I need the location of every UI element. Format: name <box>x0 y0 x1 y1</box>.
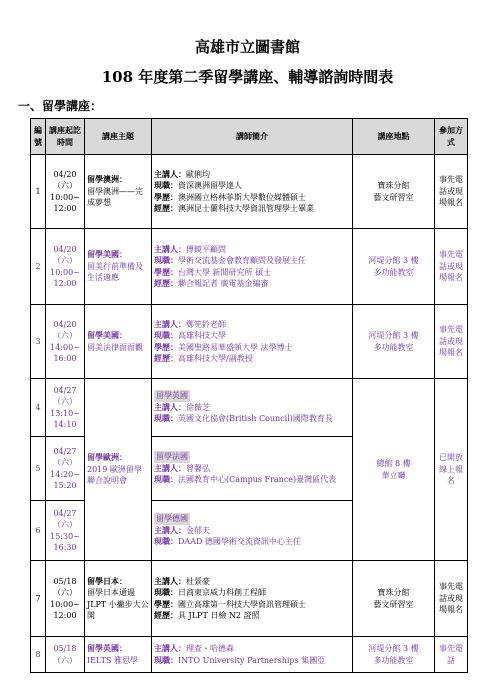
speaker-line <box>154 599 350 611</box>
time-line: 04/20 <box>53 319 77 329</box>
lecture-time <box>46 229 85 305</box>
place-line: 寶珠分館 <box>377 181 410 190</box>
speaker-text: 金郁夫 <box>186 525 210 535</box>
row-number: 3 <box>31 305 46 379</box>
speaker-label: 主講人： <box>154 401 186 412</box>
time-line: 10:00~ <box>50 192 80 202</box>
speaker-label: 現職： <box>154 536 178 547</box>
time-line: 12:00 <box>53 611 77 620</box>
speaker-label: 經歷： <box>154 610 178 620</box>
time-line: 14:20~ <box>50 469 80 479</box>
speaker-label: 學歷： <box>154 191 178 202</box>
time-line: （六） <box>53 588 77 597</box>
speaker-text: 學術交流基金會教育顧問及發展主任 <box>178 256 306 265</box>
header-no: 編號 <box>31 119 46 155</box>
page-title: 高雄市立圖書館 <box>194 38 300 56</box>
row-number: 4 <box>31 379 46 437</box>
speaker-info <box>152 501 353 561</box>
time-line: （六） <box>53 181 77 190</box>
lecture-time <box>46 155 85 229</box>
speaker-line <box>154 610 350 622</box>
lecture-topic <box>85 155 152 229</box>
time-line: 04/20 <box>53 244 77 254</box>
speaker-subhead: 留學德國 <box>156 514 188 524</box>
time-line: 16:30 <box>53 543 77 552</box>
lecture-time <box>46 379 85 437</box>
speaker-line <box>154 255 350 267</box>
time-line: （六） <box>53 256 77 265</box>
row-number: 6 <box>31 501 46 561</box>
header-join: 參加方式 <box>435 119 468 155</box>
row-number: 1 <box>31 155 46 229</box>
speaker-text: 聯合報記者 廣電基金編審 <box>178 279 269 288</box>
speaker-line <box>154 413 350 425</box>
place-line: 河堤分館 3 樓 <box>368 644 419 653</box>
speaker-line <box>154 342 350 354</box>
speaker-label: 現職： <box>154 255 178 265</box>
topic-title: 留學英國： <box>87 643 127 653</box>
speaker-text: 英國文化協會(British Council)國際教育長 <box>178 414 333 424</box>
join-text: 事先電話或現場報名 <box>439 250 463 283</box>
time-line: 04/27 <box>53 508 77 518</box>
lecture-time <box>46 437 85 501</box>
speaker-text: 傅鏡平顧問 <box>186 244 226 254</box>
speaker-info <box>152 437 353 501</box>
speaker-label: 現職： <box>154 180 178 190</box>
place-line: 多功能教室 <box>373 267 414 277</box>
speaker-label: 現職： <box>154 330 178 340</box>
time-line: （六） <box>53 331 77 340</box>
time-line: 15:30~ <box>50 531 80 541</box>
lecture-table <box>30 118 468 673</box>
time-line: （六） <box>53 397 77 406</box>
topic-subtitle: 留學澳洲——完成夢想 <box>87 186 143 208</box>
place-line: 多功能教室 <box>373 342 414 352</box>
place-line: 藝文研習室 <box>373 599 414 609</box>
join-text: 事先電話 <box>439 644 463 665</box>
lecture-place <box>353 561 435 637</box>
speaker-text: 杜景豪 <box>186 576 210 586</box>
speaker-label: 學歷： <box>154 266 178 277</box>
speaker-info <box>152 155 353 229</box>
table-row <box>31 305 468 379</box>
lecture-place <box>353 637 435 673</box>
time-line: 04/27 <box>53 385 77 395</box>
speaker-line <box>154 278 350 290</box>
speaker-info <box>152 229 353 305</box>
speaker-line <box>154 330 350 342</box>
topic-title: 留學美國： <box>87 330 127 340</box>
speaker-text: 國立高雄第一科技大學資訊管理碩士 <box>178 599 306 609</box>
speaker-label: 主講人： <box>154 524 186 535</box>
speaker-label: 現職： <box>154 587 178 597</box>
join-method <box>435 305 468 379</box>
section-heading: 一、留學講座： <box>18 99 103 113</box>
speaker-line <box>154 655 350 667</box>
join-text: 事先電話或現場報名 <box>439 325 463 358</box>
speaker-text: 資深澳洲留學達人 <box>178 181 242 190</box>
lecture-time <box>46 561 85 637</box>
speaker-line <box>154 169 350 181</box>
table-header-row <box>31 119 468 155</box>
join-text: 事先電話或現場報名 <box>439 175 463 208</box>
speaker-text: DAAD 德國學術交流資訊中心主任 <box>178 537 301 547</box>
speaker-text: 日商東京威力科創工程師 <box>178 588 266 597</box>
speaker-subhead: 留學英國 <box>156 391 188 401</box>
speaker-label: 主講人： <box>154 168 186 179</box>
join-text: 已開放線上報名 <box>439 453 463 486</box>
time-line: 13:10~ <box>50 408 80 418</box>
place-line: 總館 8 樓 <box>376 459 411 468</box>
speaker-line <box>154 319 350 331</box>
lecture-place <box>353 229 435 305</box>
table-row <box>31 229 468 305</box>
speaker-text: 澳洲國立格林菲斯大學數位媒體碩士 <box>178 192 306 202</box>
table-row <box>31 561 468 637</box>
join-method <box>435 561 468 637</box>
speaker-text: 歐俐均 <box>186 169 210 179</box>
speaker-line <box>154 474 350 486</box>
header-place: 講座地點 <box>353 119 435 155</box>
join-method <box>435 155 468 229</box>
speaker-line <box>154 192 350 204</box>
lecture-place <box>353 379 435 561</box>
place-line: 河堤分館 3 樓 <box>368 256 419 265</box>
speaker-text: 鄭筅鈴老師 <box>186 319 226 329</box>
row-number: 5 <box>31 437 46 501</box>
page-subtitle: 108 年度第二季留學講座、輔導諮詢時間表 <box>101 68 394 86</box>
speaker-info <box>152 379 353 437</box>
speaker-text: 理查・哈德森 <box>186 644 234 653</box>
speaker-line <box>154 402 350 414</box>
lecture-topic <box>85 379 152 561</box>
speaker-line <box>154 643 350 655</box>
speaker-label: 學歷： <box>154 341 178 352</box>
place-line: 河堤分館 3 樓 <box>368 331 419 340</box>
lecture-place <box>353 155 435 229</box>
speaker-text: 美國聖路易華盛頓大學 法學博士 <box>178 342 293 352</box>
topic-title: 留學美國： <box>87 249 127 260</box>
lecture-time <box>46 501 85 561</box>
time-line: （六） <box>53 655 77 665</box>
speaker-text: INTO University Partnerships 集團亞 <box>178 655 326 665</box>
table-row <box>31 637 468 673</box>
time-line: 16:00 <box>53 354 77 363</box>
speaker-label: 學歷： <box>154 598 178 609</box>
topic-subtitle: 2019 歐洲留學聯合說明會 <box>87 464 142 486</box>
speaker-line <box>154 536 350 548</box>
topic-subtitle: 留美法律面面觀 <box>87 342 143 352</box>
join-method <box>435 229 468 305</box>
topic-subtitle: 留學日本通過 JLPT 小撇步大公開 <box>87 588 149 620</box>
speaker-label: 主講人： <box>154 575 186 586</box>
table-row <box>31 379 468 437</box>
table-row <box>31 155 468 229</box>
speaker-label: 現職： <box>154 413 178 424</box>
time-line: 04/20 <box>53 169 77 179</box>
header-speaker: 講師簡介 <box>152 119 353 155</box>
speaker-label: 現職： <box>154 474 178 485</box>
topic-subtitle: 留美行前準備及生活適應 <box>87 261 143 283</box>
speaker-line <box>154 267 350 279</box>
lecture-place <box>353 305 435 379</box>
speaker-line <box>154 463 350 475</box>
time-line: （六） <box>53 520 77 529</box>
time-line: 05/18 <box>53 576 77 586</box>
time-line: 14:00~ <box>50 342 80 352</box>
topic-title: 留學日本： <box>87 575 127 586</box>
lecture-topic <box>85 305 152 379</box>
join-method <box>435 379 468 561</box>
speaker-text: 高雄科技大學/副教授 <box>178 354 253 363</box>
topic-title: 留學澳洲： <box>87 174 127 185</box>
speaker-label: 主講人： <box>154 243 186 254</box>
speaker-text: 台灣大學 新聞研究所 碩士 <box>178 267 272 277</box>
row-number: 7 <box>31 561 46 637</box>
time-line: 15:20 <box>53 481 77 490</box>
lecture-topic <box>85 561 152 637</box>
lecture-topic <box>85 229 152 305</box>
speaker-label: 現職： <box>154 654 178 665</box>
header-topic: 講座主題 <box>85 119 152 155</box>
time-line: 14:10 <box>53 420 77 429</box>
speaker-text: 高雄科技大學 <box>178 331 226 340</box>
speaker-line <box>154 180 350 192</box>
place-line: 藝文研習室 <box>373 192 414 202</box>
speaker-line <box>154 203 350 215</box>
speaker-text: 法國教育中心(Campus France)臺灣區代表 <box>178 475 337 485</box>
speaker-label: 經歷： <box>154 203 178 213</box>
speaker-info <box>152 305 353 379</box>
time-line: 10:00~ <box>50 267 80 277</box>
time-line: 12:00 <box>53 279 77 288</box>
speaker-label: 主講人： <box>154 643 186 653</box>
place-line: 多功能教室 <box>373 655 414 665</box>
speaker-text: 徐薇芝 <box>186 402 210 412</box>
speaker-text: 曾馨弘 <box>186 463 210 473</box>
time-line: 12:00 <box>53 204 77 213</box>
topic-subtitle: IELTS 雅思學 <box>87 655 139 665</box>
speaker-text: 具 JLPT 日檢 N2 證照 <box>178 611 260 620</box>
row-number: 8 <box>31 637 46 673</box>
speaker-line <box>154 587 350 599</box>
speaker-subhead: 留學法國 <box>156 452 188 462</box>
speaker-line <box>154 525 350 537</box>
speaker-info <box>152 637 353 673</box>
join-text: 事先電話或現場報名 <box>439 582 463 615</box>
speaker-line <box>154 576 350 588</box>
header-time: 講座起訖時間 <box>46 119 85 155</box>
speaker-label: 主講人： <box>154 462 186 473</box>
speaker-info <box>152 561 353 637</box>
topic-title: 留學歐洲： <box>87 452 127 463</box>
speaker-label: 主講人： <box>154 318 186 329</box>
speaker-text: 澳洲昆士蘭科技大學資訊管理學士畢業 <box>178 204 314 213</box>
time-line: 10:00~ <box>50 599 80 609</box>
row-number: 2 <box>31 229 46 305</box>
lecture-topic <box>85 637 152 673</box>
join-method <box>435 637 468 673</box>
time-line: （六） <box>53 458 77 467</box>
speaker-label: 經歷： <box>154 278 178 288</box>
lecture-time <box>46 305 85 379</box>
time-line: 04/27 <box>53 446 77 456</box>
speaker-label: 經歷： <box>154 353 178 363</box>
lecture-time <box>46 637 85 673</box>
speaker-line <box>154 244 350 256</box>
time-line: 05/18 <box>53 644 77 653</box>
place-line: 寶珠分館 <box>377 588 410 597</box>
place-line: 華立廳 <box>381 470 406 480</box>
speaker-line <box>154 353 350 365</box>
